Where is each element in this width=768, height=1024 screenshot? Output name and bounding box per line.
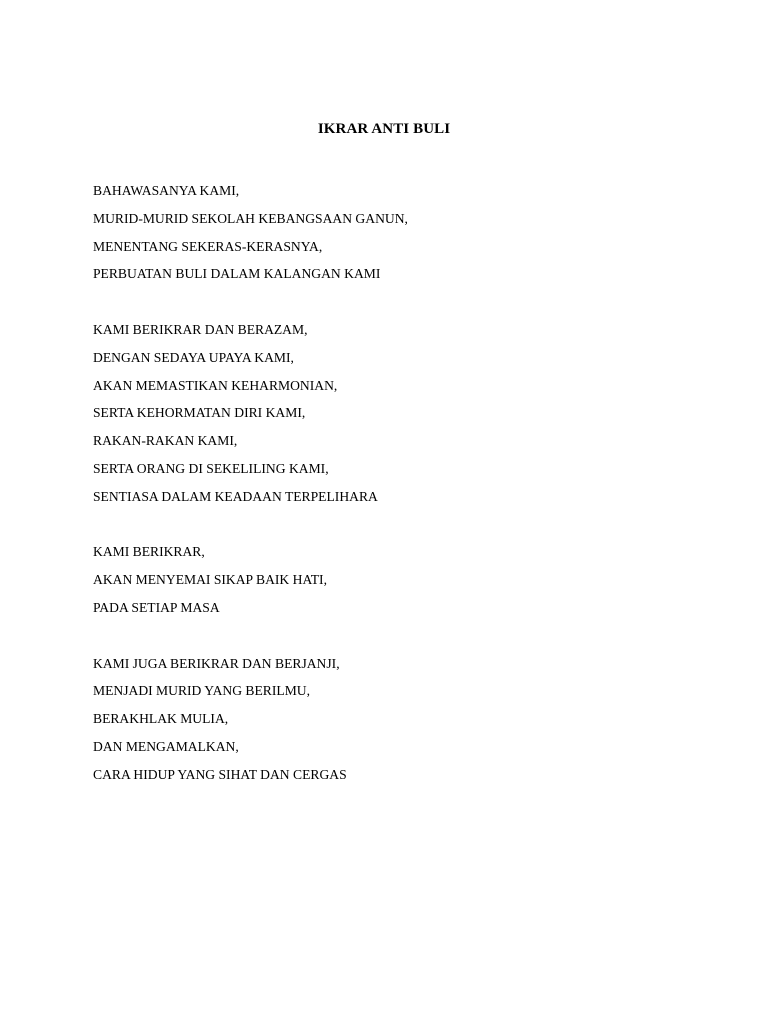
stanza-line: KAMI BERIKRAR DAN BERAZAM, xyxy=(93,321,308,337)
stanza-line: RAKAN-RAKAN KAMI, xyxy=(93,433,238,449)
stanza-2 xyxy=(93,316,713,511)
stanza-line: PERBUATAN BULI DALAM KALANGAN KAMI xyxy=(93,266,381,282)
stanza-1 xyxy=(93,177,713,288)
stanza-line: AKAN MEMASTIKAN KEHARMONIAN, xyxy=(93,377,338,393)
pledge-body xyxy=(93,177,713,789)
stanza-line: BAHAWASANYA KAMI, xyxy=(93,183,240,198)
stanza-line: MURID-MURID SEKOLAH KEBANGSAAN GANUN, xyxy=(93,210,408,226)
stanza-line: SERTA ORANG DI SEKELILING KAMI, xyxy=(93,460,329,476)
stanza-line: MENENTANG SEKERAS-KERASNYA, xyxy=(93,238,323,254)
stanza-line: MENJADI MURID YANG BERILMU, xyxy=(93,683,310,699)
stanza-line: AKAN MENYEMAI SIKAP BAIK HATI, xyxy=(93,572,327,588)
stanza-line: SENTIASA DALAM KEADAAN TERPELIHARA xyxy=(93,488,378,504)
stanza-line: BERAKHLAK MULIA, xyxy=(93,711,229,727)
stanza-gap xyxy=(93,288,713,316)
stanza-line: CARA HIDUP YANG SIHAT DAN CERGAS xyxy=(93,766,347,782)
stanza-line: DENGAN SEDAYA UPAYA KAMI, xyxy=(93,349,294,365)
stanza-line: SERTA KEHORMATAN DIRI KAMI, xyxy=(93,405,306,421)
stanza-line: KAMI JUGA BERIKRAR DAN BERJANJI, xyxy=(93,655,340,671)
stanza-3 xyxy=(93,538,713,621)
stanza-gap xyxy=(93,511,713,539)
stanza-gap xyxy=(93,622,713,650)
document-title: IKRAR ANTI BULI xyxy=(317,121,451,137)
stanza-line: DAN MENGAMALKAN, xyxy=(93,738,239,754)
stanza-line: PADA SETIAP MASA xyxy=(93,599,220,615)
stanza-line: KAMI BERIKRAR, xyxy=(93,544,205,560)
stanza-4 xyxy=(93,650,713,789)
